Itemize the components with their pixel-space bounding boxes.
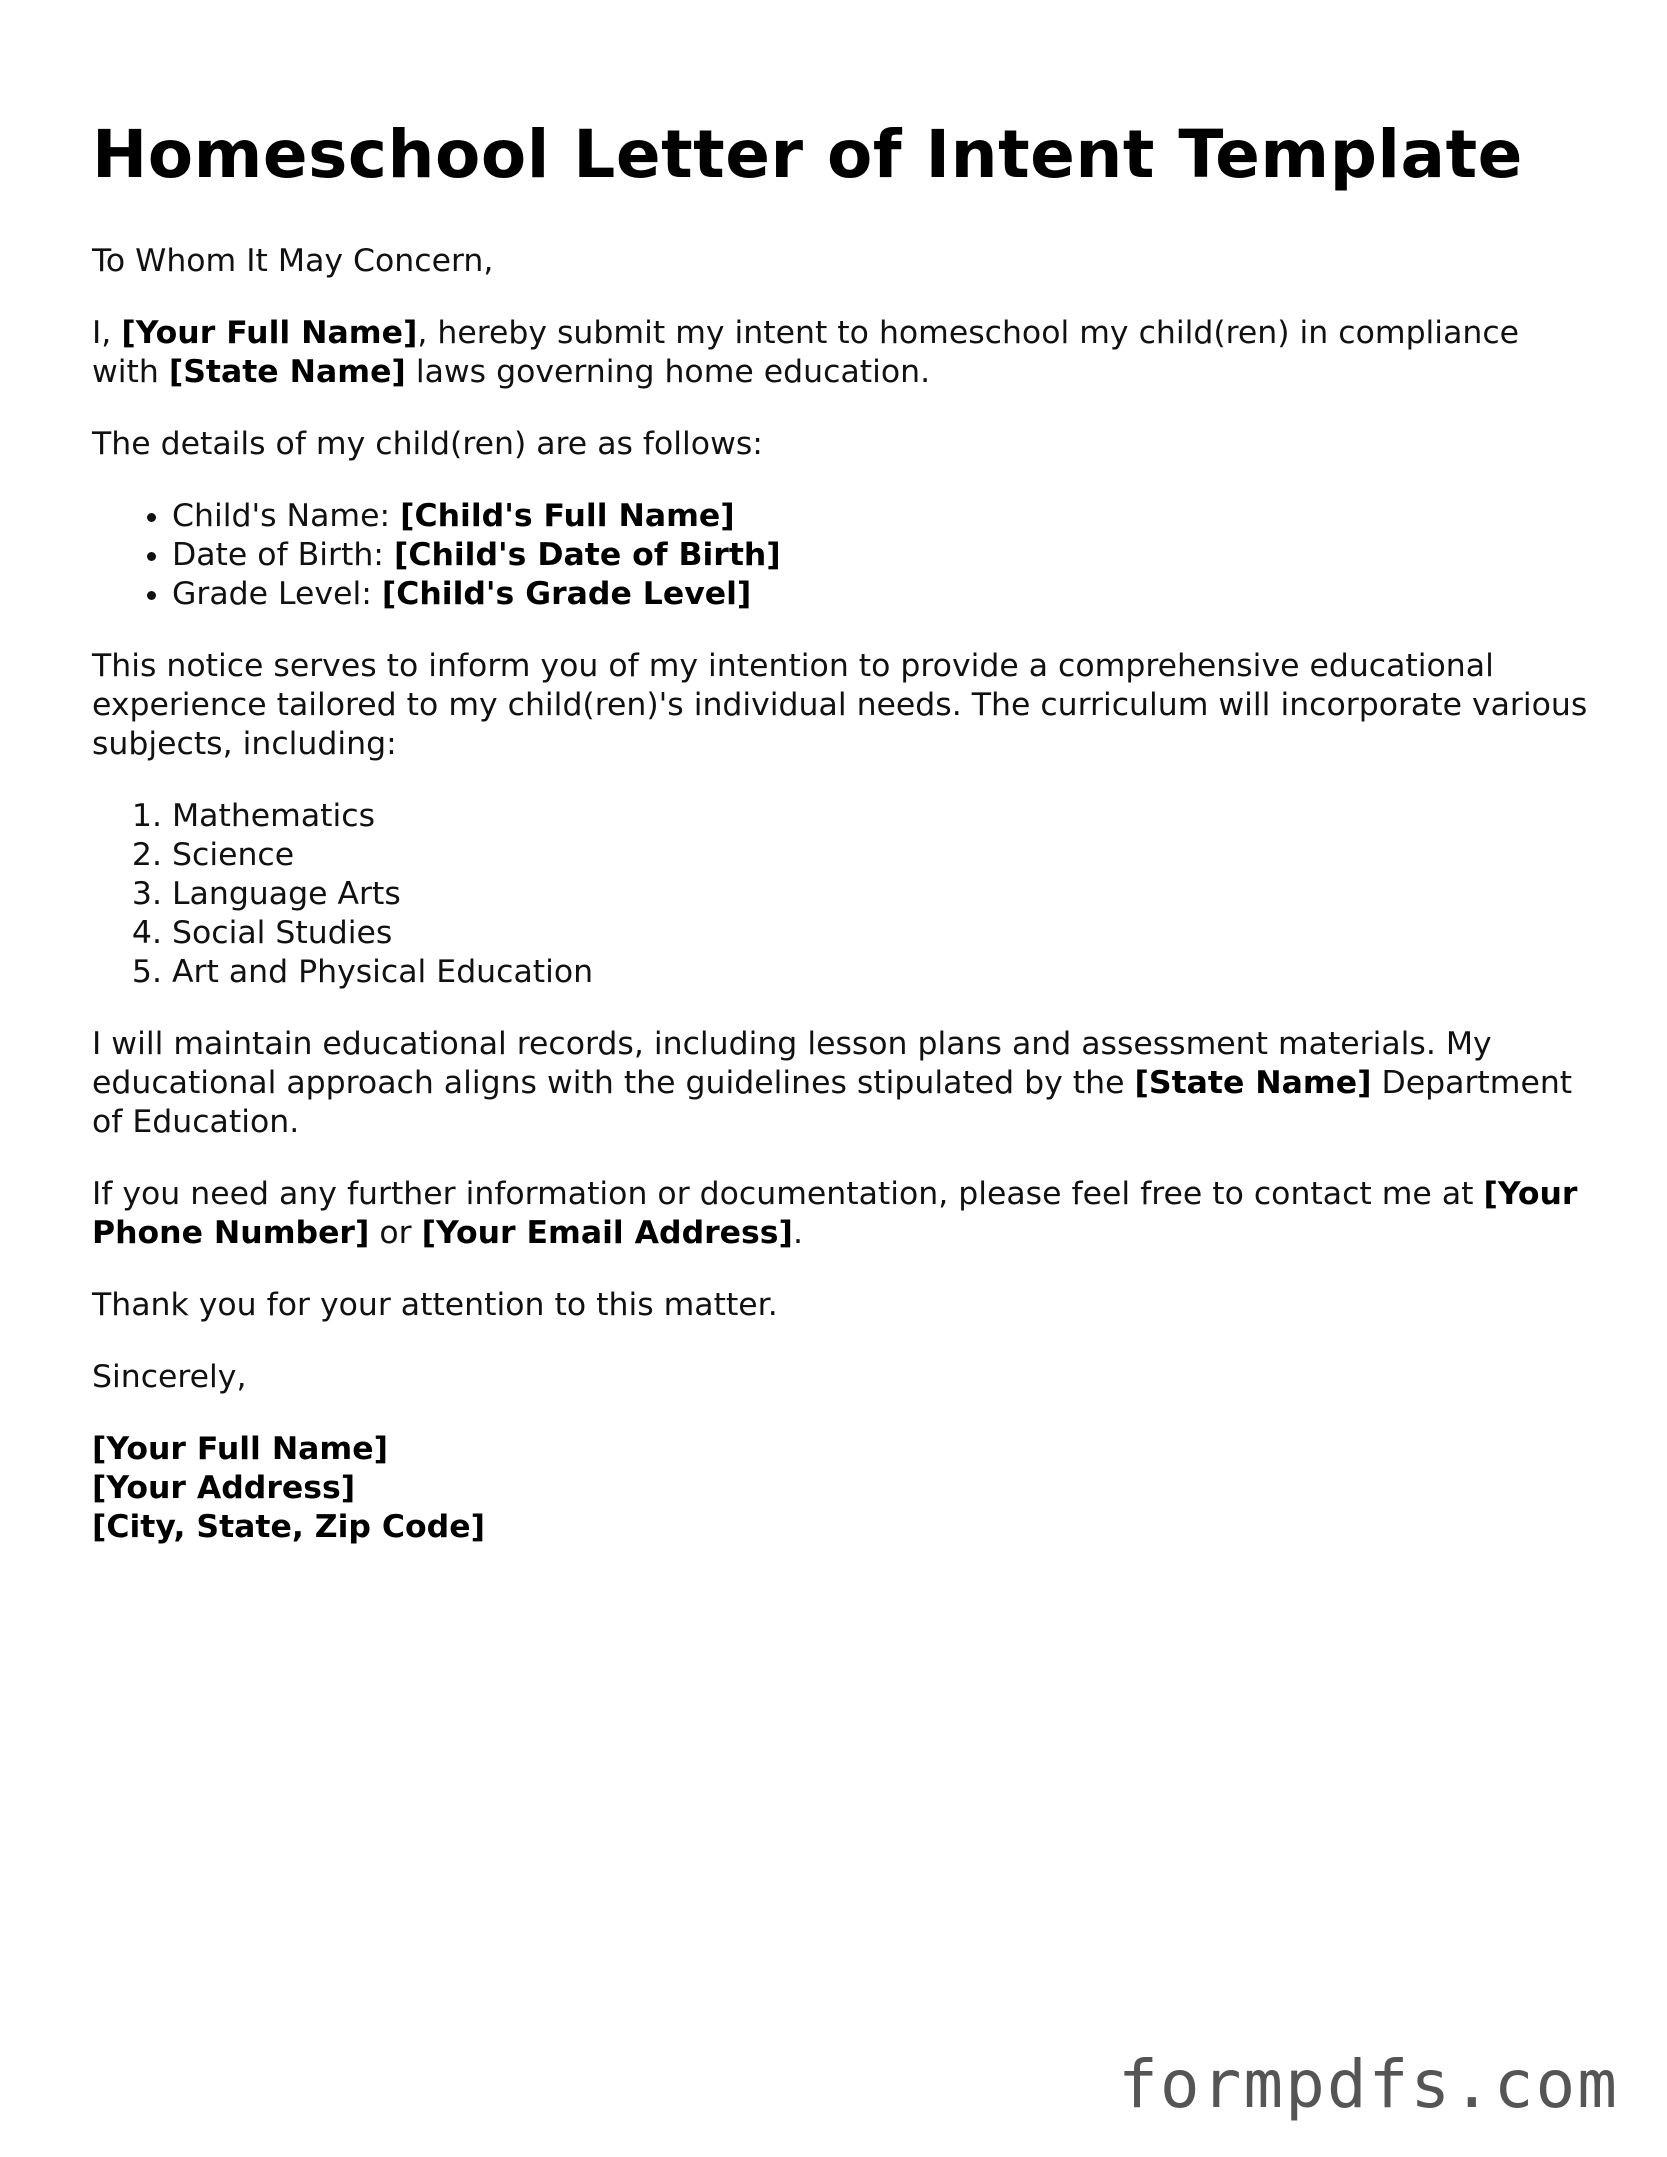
placeholder-state-name: [State Name] — [1134, 1065, 1372, 1101]
intro-text-2: , hereby submit my intent to homeschool my child(ren) in compliance with — [92, 315, 1520, 390]
child-details-list — [92, 497, 1592, 614]
curriculum-intro: This notice serves to inform you of my intention to provide a comprehensive educational experience tailored to my child(ren)'s individual needs. The curriculum will incorporate various subjects, including: — [92, 648, 1588, 762]
list-item — [172, 497, 1592, 536]
records-paragraph — [92, 1025, 1592, 1142]
placeholder-child-name: [Child's Full Name] — [400, 498, 735, 534]
placeholder-child-grade: [Child's Grade Level] — [381, 576, 752, 612]
placeholder-phone-number: [Your Phone Number] — [92, 1176, 1578, 1251]
list-item: 5. Art and Physical Education — [172, 953, 1592, 992]
list-item: 2. Science — [172, 836, 1592, 875]
child-name-label: Child's Name: — [172, 498, 401, 534]
list-item: 3. Language Arts — [172, 875, 1592, 914]
placeholder-email-address: [Your Email Address] — [421, 1215, 793, 1251]
contact-text-1: If you need any further information or documentation, please feel free to contact me at — [92, 1176, 1484, 1212]
signature-address: [Your Address] — [92, 1470, 356, 1506]
subjects-list — [92, 797, 1592, 992]
intro-text-1: I, — [92, 315, 122, 351]
contact-paragraph — [92, 1175, 1592, 1253]
list-item — [172, 575, 1592, 614]
page-title: Homeschool Letter of Intent Template — [92, 116, 1523, 193]
child-dob-label: Date of Birth: — [172, 537, 394, 573]
contact-text-3: . — [792, 1215, 803, 1251]
placeholder-child-dob: [Child's Date of Birth] — [393, 537, 781, 573]
signature-city: [City, State, Zip Code] — [92, 1509, 485, 1545]
child-grade-label: Grade Level: — [172, 576, 382, 612]
contact-text-2: or — [369, 1215, 422, 1251]
details-intro: The details of my child(ren) are as follows: — [92, 426, 763, 462]
records-text-2: Department of Education. — [92, 1065, 1573, 1140]
watermark: formpdfs.com — [1118, 2046, 1619, 2123]
intro-text-3: laws governing home education. — [405, 354, 931, 390]
list-item: 4. Social Studies — [172, 914, 1592, 953]
signature-block — [92, 1430, 1592, 1547]
signature-name: [Your Full Name] — [92, 1431, 389, 1467]
placeholder-state-name: [State Name] — [168, 354, 406, 390]
list-item: 1. Mathematics — [172, 797, 1592, 836]
closing-line: Sincerely, — [92, 1359, 247, 1395]
salutation: To Whom It May Concern, — [92, 243, 494, 279]
list-item — [172, 536, 1592, 575]
placeholder-full-name: [Your Full Name] — [121, 315, 418, 351]
intro-paragraph — [92, 314, 1592, 392]
thanks-line: Thank you for your attention to this matter. — [92, 1287, 778, 1323]
letter-page — [92, 116, 1592, 1547]
records-text-1: I will maintain educational records, including lesson plans and assessment materials. My educational approach aligns with the guidelines stipulated by the — [92, 1026, 1492, 1101]
